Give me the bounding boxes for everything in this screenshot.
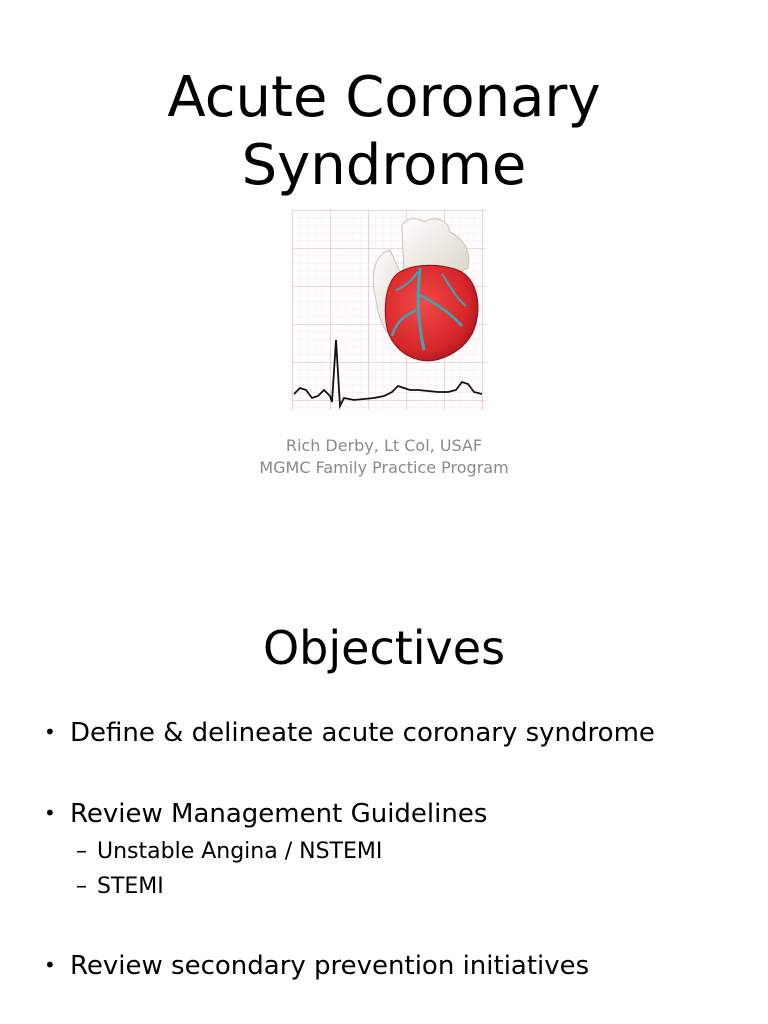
heart-ecg-graphic: [292, 210, 486, 410]
sub-text: STEMI: [97, 874, 164, 899]
author-program: MGMC Family Practice Program: [259, 458, 509, 477]
dash-icon: –: [76, 839, 87, 864]
title-line-1: Acute Coronary: [167, 65, 601, 130]
bullet-icon: •: [44, 720, 56, 744]
bullet-text: Review secondary prevention initiatives: [70, 951, 590, 981]
objectives-title: Objectives: [262, 621, 506, 675]
dash-icon: –: [76, 874, 87, 899]
bullet-icon: •: [44, 953, 56, 977]
sub-item-stemi: [76, 873, 164, 901]
bullet-icon: •: [44, 801, 56, 825]
author-name: Rich Derby, Lt Col, USAF: [285, 436, 483, 455]
bullet-text: Review Management Guidelines: [70, 799, 488, 829]
bullet-text: Define & delineate acute coronary syndrome: [70, 718, 655, 748]
sub-item-unstable-angina: [76, 838, 382, 866]
sub-text: Unstable Angina / NSTEMI: [97, 839, 383, 864]
objectives-slide: [0, 512, 768, 1024]
bullet-item-prevention: [44, 949, 589, 982]
author-block: [0, 435, 768, 479]
title-line-2: Syndrome: [241, 133, 527, 198]
bullet-item-define: [44, 716, 655, 749]
heart-ecg-icon: [292, 210, 486, 410]
bullet-item-guidelines: [44, 797, 487, 830]
slide-title: [0, 64, 768, 200]
